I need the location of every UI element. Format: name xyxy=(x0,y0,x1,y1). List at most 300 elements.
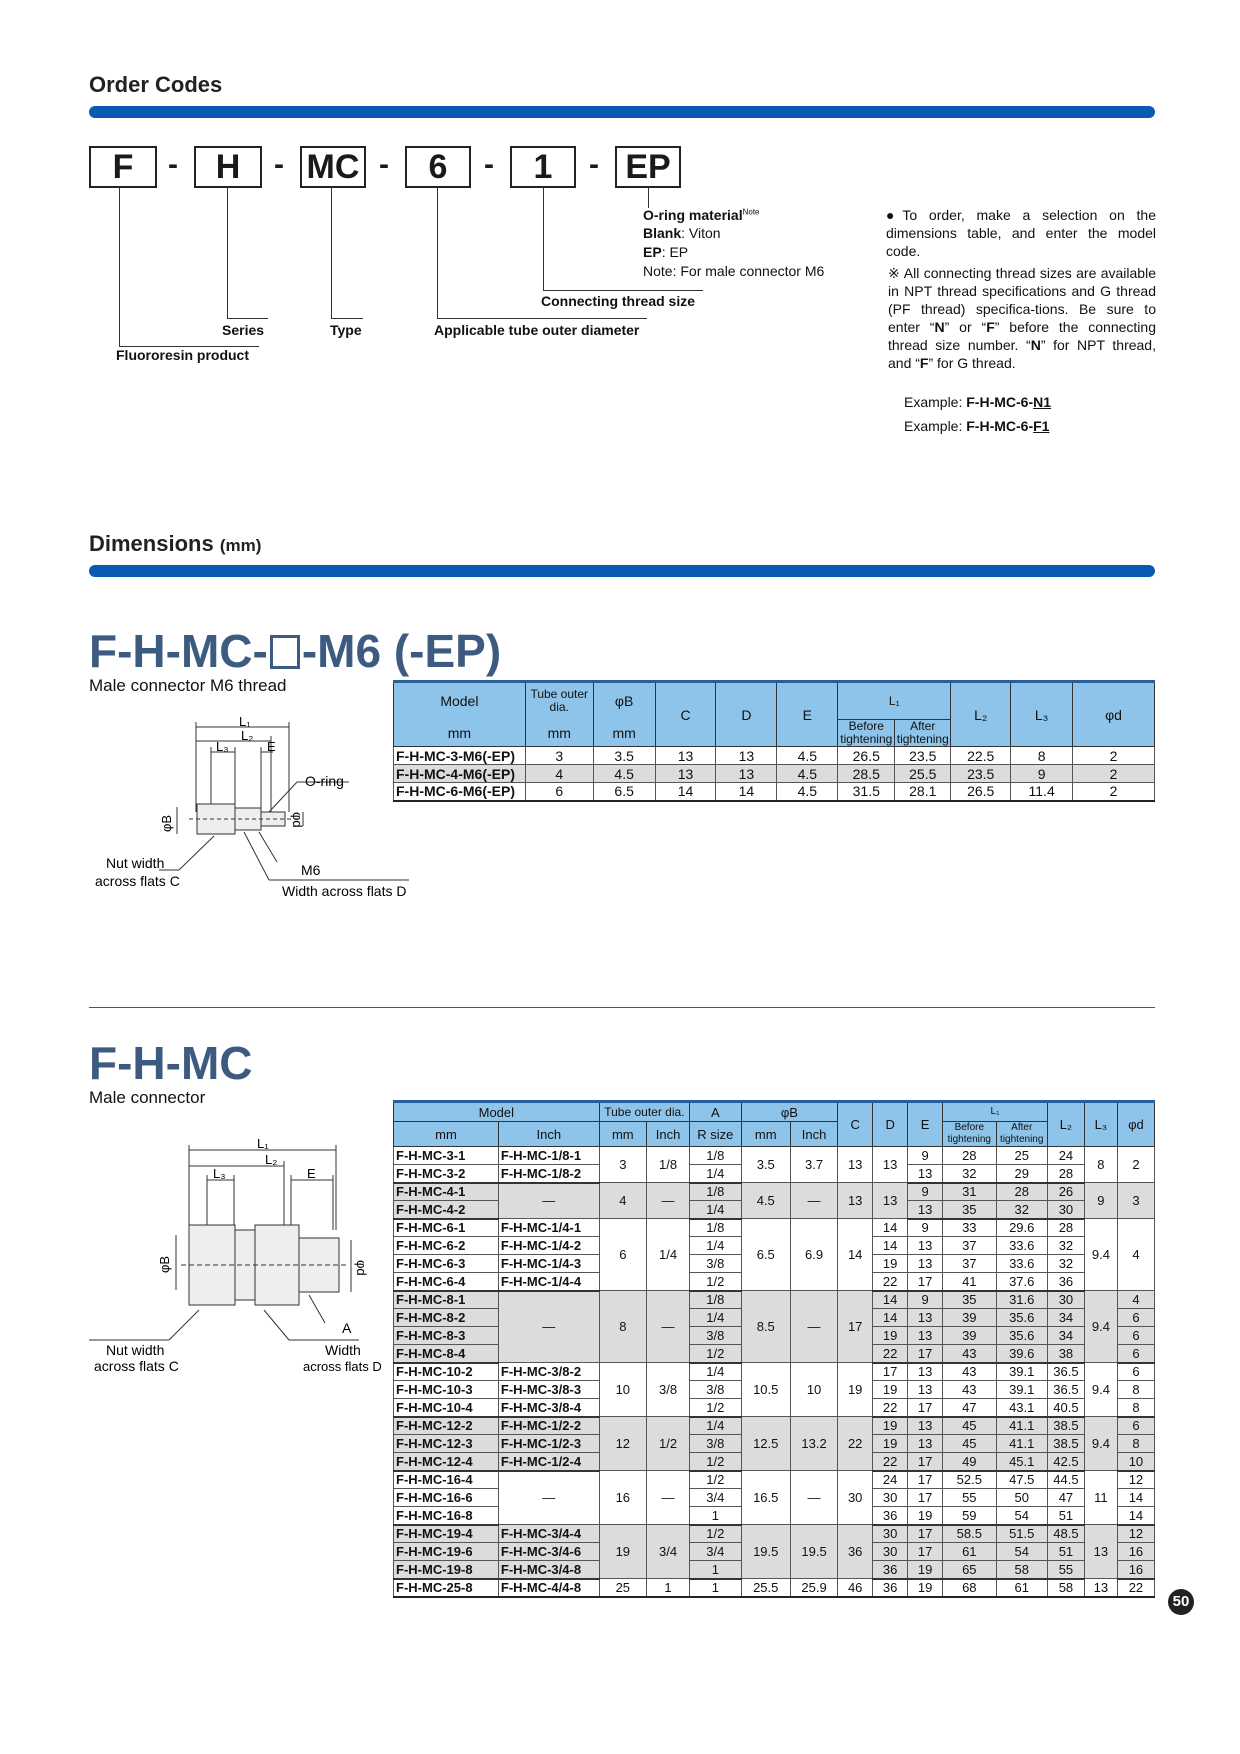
rsize-cell: 1/8 xyxy=(690,1219,741,1237)
l1-before-cell: 31 xyxy=(943,1183,996,1201)
page-number: 50 xyxy=(1168,1589,1194,1615)
hdr-l1: L₁ xyxy=(838,682,951,720)
l1-after-cell: 29.6 xyxy=(996,1219,1047,1237)
phid-cell: 6 xyxy=(1117,1327,1154,1345)
l2-cell: 38.5 xyxy=(1047,1435,1084,1453)
mc-model-title: F-H-MC xyxy=(89,1037,253,1089)
l1-after-cell: 58 xyxy=(996,1561,1047,1579)
l1-before-cell: 28 xyxy=(943,1147,996,1165)
l1-before-cell: 68 xyxy=(943,1579,996,1597)
leader-line xyxy=(331,318,363,319)
d-cell: 36 xyxy=(873,1579,908,1597)
e-cell: 13 xyxy=(908,1237,943,1255)
phib-mm-cell: 6.5 xyxy=(741,1219,790,1291)
phib-inch-cell: — xyxy=(790,1291,837,1363)
phid-cell: 22 xyxy=(1117,1579,1154,1597)
l1-before-cell: 43 xyxy=(943,1363,996,1381)
l2-cell: 58 xyxy=(1047,1579,1084,1597)
phid-cell: 4 xyxy=(1117,1219,1154,1291)
value-cell: 4.5 xyxy=(777,783,838,801)
e-cell: 17 xyxy=(908,1345,943,1363)
l2-cell: 30 xyxy=(1047,1201,1084,1219)
rsize-cell: 1/2 xyxy=(690,1273,741,1291)
dimensions-title: Dimensions (mm) xyxy=(89,531,262,556)
dim-phid: φd xyxy=(290,812,305,828)
d-cell: 19 xyxy=(873,1417,908,1435)
l3-cell: 8 xyxy=(1084,1147,1117,1183)
phib-inch-cell: — xyxy=(790,1471,837,1525)
leader-line xyxy=(119,188,120,346)
dim-e: E xyxy=(307,1166,316,1181)
l1-after-cell: 61 xyxy=(996,1579,1047,1597)
l1-after-cell: 32 xyxy=(996,1201,1047,1219)
e-cell: 17 xyxy=(908,1273,943,1291)
tube-od-label: Applicable tube outer diameter xyxy=(434,322,640,338)
l1-before-cell: 65 xyxy=(943,1561,996,1579)
order-codes-title: Order Codes xyxy=(89,72,223,97)
leader-line xyxy=(543,188,544,290)
e-cell: 9 xyxy=(908,1291,943,1309)
d-cell: 22 xyxy=(873,1273,908,1291)
model-mm-cell: F-H-MC-3-2 xyxy=(394,1165,499,1183)
l1-before-cell: 43 xyxy=(943,1345,996,1363)
model-inch-cell: F-H-MC-1/4-2 xyxy=(498,1237,599,1255)
table-row xyxy=(394,1471,1155,1489)
model-inch-cell: F-H-MC-3/4-4 xyxy=(498,1525,599,1543)
value-cell: 13 xyxy=(716,747,777,765)
leader-line xyxy=(227,188,228,318)
value-cell: 3 xyxy=(525,747,593,765)
l1-after-cell: 51.5 xyxy=(996,1525,1047,1543)
e-cell: 17 xyxy=(908,1471,943,1489)
d-cell: 22 xyxy=(873,1345,908,1363)
model-mm-cell: F-H-MC-16-4 xyxy=(394,1471,499,1489)
model-inch-cell: F-H-MC-1/8-2 xyxy=(498,1165,599,1183)
rsize-cell: 1/4 xyxy=(690,1363,741,1381)
d-cell: 30 xyxy=(873,1489,908,1507)
rsize-cell: 3/8 xyxy=(690,1255,741,1273)
tube-mm-cell: 8 xyxy=(599,1291,646,1363)
table-row xyxy=(394,1183,1155,1201)
code-box-series-f: F xyxy=(89,146,157,188)
model-mm-cell: F-H-MC-8-2 xyxy=(394,1309,499,1327)
leader-line xyxy=(543,290,703,291)
order-note-2: ※ All connecting thread sizes are available in NPT thread specifications and G thread (PF thread) specifica-tions. Be sure to enter “N” or “F” before the connecting thread size number. “N” for NPT thread, and “F” for G thread. xyxy=(888,265,1156,371)
d-cell: 13 xyxy=(873,1183,908,1219)
e-cell: 9 xyxy=(908,1183,943,1201)
l1-after-cell: 39.6 xyxy=(996,1345,1047,1363)
e-cell: 17 xyxy=(908,1399,943,1417)
l3-cell: 13 xyxy=(1084,1525,1117,1579)
mc-dimensions-table xyxy=(393,1100,1155,1598)
rsize-cell: 1/2 xyxy=(690,1471,741,1489)
model-mm-cell: F-H-MC-6-4 xyxy=(394,1273,499,1291)
rsize-cell: 1 xyxy=(690,1579,741,1597)
d-cell: 14 xyxy=(873,1309,908,1327)
model-mm-cell: F-H-MC-10-2 xyxy=(394,1363,499,1381)
hdr-c: C xyxy=(838,1102,873,1147)
l3-cell: 9 xyxy=(1084,1183,1117,1219)
value-cell: 25.5 xyxy=(895,765,951,783)
width-across-flats-d: Width across flats D xyxy=(282,883,407,899)
hdr-unit-rsize: R size xyxy=(690,1122,741,1147)
leader-line xyxy=(331,188,332,318)
hdr-phib: φB xyxy=(741,1102,838,1122)
hdr-l2: L₂ xyxy=(951,682,1011,747)
table-row xyxy=(394,1525,1155,1543)
l1-before-cell: 43 xyxy=(943,1381,996,1399)
oring-note: Note: For male connector M6 xyxy=(643,263,825,279)
model-mm-cell: F-H-MC-10-3 xyxy=(394,1381,499,1399)
nut-width-1: Nut width xyxy=(106,855,165,871)
l1-after-cell: 54 xyxy=(996,1543,1047,1561)
value-cell: 2 xyxy=(1073,765,1155,783)
type-label: Type xyxy=(330,322,362,338)
phib-mm-cell: 12.5 xyxy=(741,1417,790,1471)
e-cell: 17 xyxy=(908,1525,943,1543)
l2-cell: 36.5 xyxy=(1047,1363,1084,1381)
tube-mm-cell: 4 xyxy=(599,1183,646,1219)
hdr-d: D xyxy=(716,682,777,747)
l2-cell: 42.5 xyxy=(1047,1453,1084,1471)
section-divider xyxy=(89,1007,1155,1008)
dim-a: A xyxy=(342,1320,352,1336)
tube-inch-cell: — xyxy=(646,1291,689,1363)
phib-inch-cell: 10 xyxy=(790,1363,837,1417)
value-cell: 14 xyxy=(655,783,716,801)
value-cell: 28.1 xyxy=(895,783,951,801)
hdr-tube: Tube outer dia. xyxy=(599,1102,689,1122)
rsize-cell: 1/4 xyxy=(690,1417,741,1435)
dim-l3: L₃ xyxy=(213,1166,226,1181)
l2-cell: 36 xyxy=(1047,1273,1084,1291)
model-cell: F-H-MC-6-M6(-EP) xyxy=(394,783,526,801)
rsize-cell: 1/2 xyxy=(690,1453,741,1471)
dim-l1: L₁ xyxy=(257,1136,269,1151)
model-inch-cell: F-H-MC-1/2-4 xyxy=(498,1453,599,1471)
l2-cell: 34 xyxy=(1047,1327,1084,1345)
d-cell: 19 xyxy=(873,1255,908,1273)
code-box-tube-od: 6 xyxy=(405,146,471,188)
l2-cell: 36.5 xyxy=(1047,1381,1084,1399)
rsize-cell: 3/8 xyxy=(690,1381,741,1399)
model-inch-cell: F-H-MC-1/4-3 xyxy=(498,1255,599,1273)
table-row xyxy=(394,1147,1155,1165)
e-cell: 19 xyxy=(908,1507,943,1525)
d-cell: 22 xyxy=(873,1399,908,1417)
d-cell: 19 xyxy=(873,1435,908,1453)
e-cell: 13 xyxy=(908,1165,943,1183)
phid-cell: 2 xyxy=(1117,1147,1154,1183)
hdr-unit-mm: mm xyxy=(599,1122,646,1147)
leader-line xyxy=(437,188,438,318)
phib-mm-cell: 19.5 xyxy=(741,1525,790,1579)
model-inch-cell: F-H-MC-1/4-4 xyxy=(498,1273,599,1291)
value-cell: 13 xyxy=(716,765,777,783)
c-cell: 36 xyxy=(838,1525,873,1579)
value-cell: 8 xyxy=(1011,747,1073,765)
tube-inch-cell: — xyxy=(646,1471,689,1525)
table-row xyxy=(394,747,1155,765)
table-row xyxy=(394,1579,1155,1597)
c-cell: 14 xyxy=(838,1219,873,1291)
c-cell: 13 xyxy=(838,1183,873,1219)
l2-cell: 51 xyxy=(1047,1543,1084,1561)
l1-after-cell: 39.1 xyxy=(996,1381,1047,1399)
phid-cell: 8 xyxy=(1117,1399,1154,1417)
model-mm-cell: F-H-MC-10-4 xyxy=(394,1399,499,1417)
code-dash: - xyxy=(274,148,284,181)
l1-before-cell: 47 xyxy=(943,1399,996,1417)
value-cell: 14 xyxy=(716,783,777,801)
tube-mm-cell: 3 xyxy=(599,1147,646,1183)
phid-cell: 6 xyxy=(1117,1309,1154,1327)
l1-after-cell: 43.1 xyxy=(996,1399,1047,1417)
code-dash: - xyxy=(168,148,178,181)
phid-cell: 14 xyxy=(1117,1489,1154,1507)
nut-width-1: Nut width xyxy=(106,1342,165,1358)
table-row xyxy=(394,765,1155,783)
l3-cell: 9.4 xyxy=(1084,1363,1117,1417)
model-mm-cell: F-H-MC-4-2 xyxy=(394,1201,499,1219)
rsize-cell: 1/4 xyxy=(690,1237,741,1255)
tube-inch-cell: 3/4 xyxy=(646,1525,689,1579)
l3-cell: 13 xyxy=(1084,1579,1117,1597)
value-cell: 13 xyxy=(655,765,716,783)
hdr-after: After tightening xyxy=(996,1122,1047,1147)
hdr-l3: L₃ xyxy=(1011,682,1073,747)
model-inch-cell: — xyxy=(498,1291,599,1363)
model-mm-cell: F-H-MC-4-1 xyxy=(394,1183,499,1201)
value-cell: 22.5 xyxy=(951,747,1011,765)
l1-before-cell: 39 xyxy=(943,1309,996,1327)
l1-after-cell: 39.1 xyxy=(996,1363,1047,1381)
value-cell: 2 xyxy=(1073,747,1155,765)
phid-cell: 14 xyxy=(1117,1507,1154,1525)
l2-cell: 55 xyxy=(1047,1561,1084,1579)
tube-mm-cell: 19 xyxy=(599,1525,646,1579)
hdr-unit-inch: Inch xyxy=(498,1122,599,1147)
l1-before-cell: 45 xyxy=(943,1417,996,1435)
phib-mm-cell: 4.5 xyxy=(741,1183,790,1219)
table-row xyxy=(394,1219,1155,1237)
model-mm-cell: F-H-MC-8-1 xyxy=(394,1291,499,1309)
oring-ep: EP: EP xyxy=(643,244,689,260)
rsize-cell: 1/8 xyxy=(690,1291,741,1309)
d-cell: 14 xyxy=(873,1291,908,1309)
l1-after-cell: 54 xyxy=(996,1507,1047,1525)
l2-cell: 40.5 xyxy=(1047,1399,1084,1417)
phid-cell: 6 xyxy=(1117,1345,1154,1363)
l1-before-cell: 32 xyxy=(943,1165,996,1183)
d-cell: 36 xyxy=(873,1507,908,1525)
value-cell: 4.5 xyxy=(593,765,655,783)
d-cell: 22 xyxy=(873,1453,908,1471)
e-cell: 13 xyxy=(908,1201,943,1219)
model-mm-cell: F-H-MC-12-2 xyxy=(394,1417,499,1435)
rsize-cell: 1 xyxy=(690,1561,741,1579)
model-inch-cell: F-H-MC-1/4-1 xyxy=(498,1219,599,1237)
phid-cell: 12 xyxy=(1117,1471,1154,1489)
rsize-cell: 1/2 xyxy=(690,1525,741,1543)
value-cell: 13 xyxy=(655,747,716,765)
hdr-unit-mm: mm xyxy=(593,720,655,747)
l1-before-cell: 41 xyxy=(943,1273,996,1291)
model-mm-cell: F-H-MC-19-6 xyxy=(394,1543,499,1561)
value-cell: 9 xyxy=(1011,765,1073,783)
l1-before-cell: 35 xyxy=(943,1201,996,1219)
hdr-d: D xyxy=(873,1102,908,1147)
rsize-cell: 1/8 xyxy=(690,1147,741,1165)
phid-cell: 8 xyxy=(1117,1381,1154,1399)
tube-mm-cell: 25 xyxy=(599,1579,646,1597)
model-mm-cell: F-H-MC-6-1 xyxy=(394,1219,499,1237)
m6-subtitle: Male connector M6 thread xyxy=(89,676,287,695)
value-cell: 23.5 xyxy=(951,765,1011,783)
d-cell: 30 xyxy=(873,1543,908,1561)
value-cell: 11.4 xyxy=(1011,783,1073,801)
tube-inch-cell: 1 xyxy=(646,1579,689,1597)
code-dash: - xyxy=(379,148,389,181)
model-inch-cell: F-H-MC-3/4-6 xyxy=(498,1543,599,1561)
value-cell: 28.5 xyxy=(838,765,895,783)
model-inch-cell: F-H-MC-4/4-8 xyxy=(498,1579,599,1597)
model-mm-cell: F-H-MC-6-3 xyxy=(394,1255,499,1273)
model-inch-cell: F-H-MC-1/2-2 xyxy=(498,1417,599,1435)
hdr-a: A xyxy=(690,1102,741,1122)
c-cell: 19 xyxy=(838,1363,873,1417)
code-box-oring: EP xyxy=(615,146,681,188)
model-mm-cell: F-H-MC-19-8 xyxy=(394,1561,499,1579)
code-dash: - xyxy=(589,148,599,181)
hdr-e: E xyxy=(908,1102,943,1147)
hdr-phib: φB xyxy=(593,682,655,720)
e-cell: 17 xyxy=(908,1543,943,1561)
l3-cell: 9.4 xyxy=(1084,1417,1117,1471)
rsize-cell: 1 xyxy=(690,1507,741,1525)
e-cell: 13 xyxy=(908,1417,943,1435)
rsize-cell: 3/4 xyxy=(690,1489,741,1507)
leader-line xyxy=(227,318,268,319)
l1-before-cell: 61 xyxy=(943,1543,996,1561)
model-inch-cell: F-H-MC-1/2-3 xyxy=(498,1435,599,1453)
m6-callout: M6 xyxy=(301,862,321,878)
tube-mm-cell: 12 xyxy=(599,1417,646,1471)
model-mm-cell: F-H-MC-3-1 xyxy=(394,1147,499,1165)
model-inch-cell: F-H-MC-3/8-2 xyxy=(498,1363,599,1381)
value-cell: 4.5 xyxy=(777,747,838,765)
table-row xyxy=(394,1291,1155,1309)
l2-cell: 30 xyxy=(1047,1291,1084,1309)
hdr-phid: φd xyxy=(1073,682,1155,747)
hdr-unit-mm: mm xyxy=(525,720,593,747)
tube-inch-cell: 1/8 xyxy=(646,1147,689,1183)
value-cell: 3.5 xyxy=(593,747,655,765)
e-cell: 19 xyxy=(908,1561,943,1579)
phid-cell: 12 xyxy=(1117,1525,1154,1543)
model-mm-cell: F-H-MC-8-4 xyxy=(394,1345,499,1363)
phid-cell: 6 xyxy=(1117,1417,1154,1435)
phib-inch-cell: 25.9 xyxy=(790,1579,837,1597)
l1-before-cell: 35 xyxy=(943,1291,996,1309)
order-example-1: Example: F-H-MC-6-N1 xyxy=(904,394,1052,410)
tube-mm-cell: 10 xyxy=(599,1363,646,1417)
oring-material-label: O-ring material$^{Note}$ xyxy=(643,207,760,223)
m6-dimensions-table xyxy=(393,680,1155,802)
l1-before-cell: 37 xyxy=(943,1237,996,1255)
phid-cell: 3 xyxy=(1117,1183,1154,1219)
code-box-series-h: H xyxy=(194,146,262,188)
d-cell: 19 xyxy=(873,1327,908,1345)
oring-callout: O-ring xyxy=(305,773,344,789)
m6-model-title: F-H-MC- -M6 (-EP) xyxy=(89,625,502,677)
width-1: Width xyxy=(325,1342,361,1358)
e-cell: 13 xyxy=(908,1309,943,1327)
model-inch-cell: — xyxy=(498,1471,599,1525)
blank-box xyxy=(270,635,300,669)
l1-after-cell: 35.6 xyxy=(996,1309,1047,1327)
l1-after-cell: 28 xyxy=(996,1183,1047,1201)
e-cell: 13 xyxy=(908,1381,943,1399)
dim-l1: L₁ xyxy=(239,714,251,729)
phib-mm-cell: 25.5 xyxy=(741,1579,790,1597)
mc-subtitle: Male connector xyxy=(89,1088,206,1107)
d-cell: 36 xyxy=(873,1561,908,1579)
tube-mm-cell: 16 xyxy=(599,1471,646,1525)
tube-mm-cell: 6 xyxy=(599,1219,646,1291)
hdr-l1: L₁ xyxy=(943,1102,1048,1122)
dim-e: E xyxy=(267,739,276,754)
tube-inch-cell: 3/8 xyxy=(646,1363,689,1417)
model-inch-cell: F-H-MC-3/4-8 xyxy=(498,1561,599,1579)
table-row xyxy=(394,1417,1155,1435)
order-example-2: Example: F-H-MC-6-F1 xyxy=(904,418,1050,434)
hdr-model: Model xyxy=(394,682,526,720)
l1-after-cell: 33.6 xyxy=(996,1255,1047,1273)
d-cell: 13 xyxy=(873,1147,908,1183)
l2-cell: 44.5 xyxy=(1047,1471,1084,1489)
dim-phib: φB xyxy=(159,814,174,832)
l1-before-cell: 49 xyxy=(943,1453,996,1471)
nut-width-2: across flats C xyxy=(95,873,180,889)
table-row xyxy=(394,783,1155,801)
e-cell: 13 xyxy=(908,1255,943,1273)
model-mm-cell: F-H-MC-8-3 xyxy=(394,1327,499,1345)
l2-cell: 24 xyxy=(1047,1147,1084,1165)
connecting-thread-label: Connecting thread size xyxy=(541,293,696,309)
code-box-type: MC xyxy=(300,146,366,188)
c-cell: 22 xyxy=(838,1417,873,1471)
l1-before-cell: 55 xyxy=(943,1489,996,1507)
rsize-cell: 1/4 xyxy=(690,1165,741,1183)
rsize-cell: 1/4 xyxy=(690,1309,741,1327)
rsize-cell: 3/8 xyxy=(690,1435,741,1453)
dim-l2: L₂ xyxy=(241,728,254,743)
l2-cell: 38.5 xyxy=(1047,1417,1084,1435)
model-cell: F-H-MC-3-M6(-EP) xyxy=(394,747,526,765)
value-cell: 6 xyxy=(525,783,593,801)
nut-width-2: across flats C xyxy=(94,1358,179,1374)
d-cell: 19 xyxy=(873,1381,908,1399)
dimensions-bar xyxy=(89,565,1155,577)
hdr-unit-mm: mm xyxy=(394,720,526,747)
l2-cell: 28 xyxy=(1047,1219,1084,1237)
l1-after-cell: 33.6 xyxy=(996,1237,1047,1255)
rsize-cell: 3/8 xyxy=(690,1327,741,1345)
model-cell: F-H-MC-4-M6(-EP) xyxy=(394,765,526,783)
value-cell: 23.5 xyxy=(895,747,951,765)
tube-inch-cell: 1/2 xyxy=(646,1417,689,1471)
